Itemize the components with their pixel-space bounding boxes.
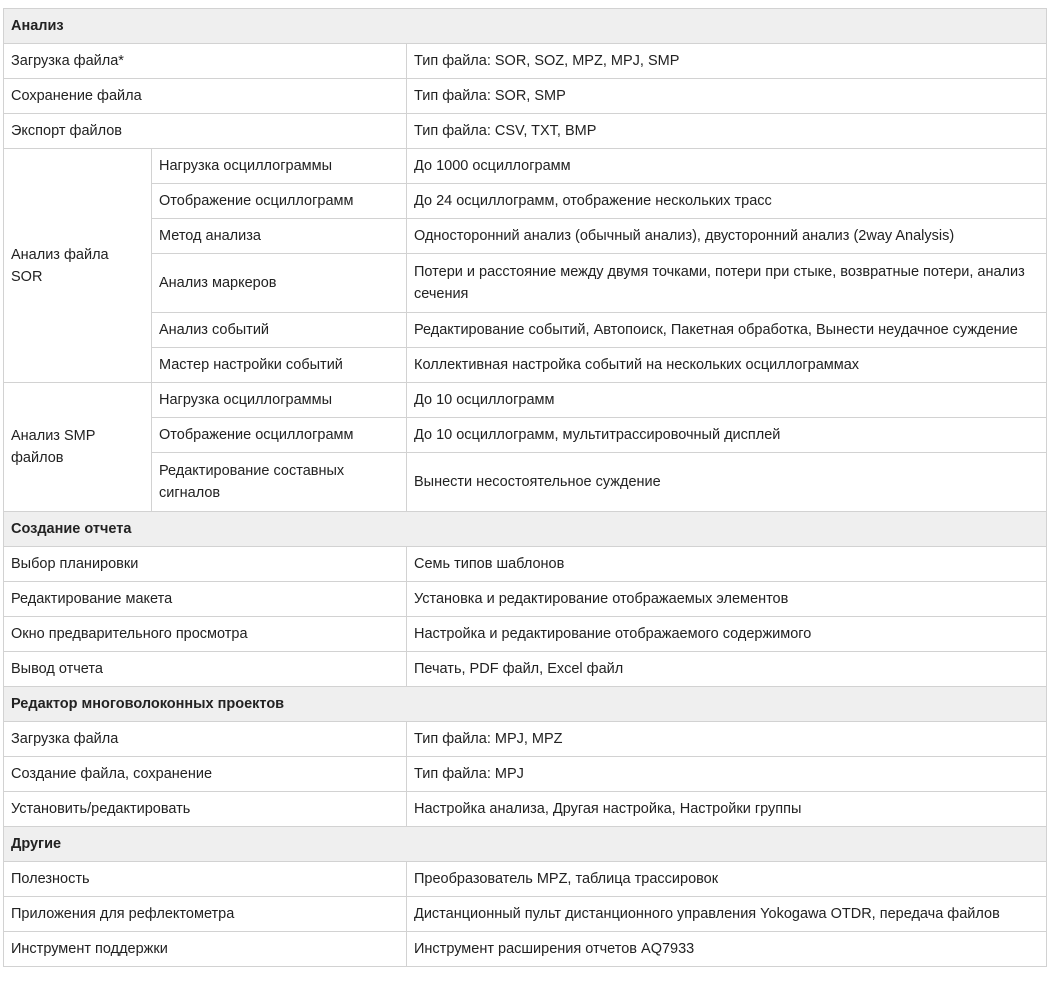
table-row [4,44,1047,79]
table-row [4,547,1047,582]
row-value: Вынести несостоятельное суждение [407,453,1047,512]
table-row [4,722,1047,757]
section-header-other [4,827,1047,862]
section-title: Редактор многоволоконных проектов [4,687,1047,722]
row-value: Преобразователь MPZ, таблица трассировок [407,862,1047,897]
section-title: Создание отчета [4,512,1047,547]
row-value: До 10 осциллограмм [407,383,1047,418]
row-label: Приложения для рефлектометра [4,897,407,932]
table-row [4,149,1047,184]
table-row [4,383,1047,418]
row-value: Тип файла: SOR, SOZ, MPZ, MPJ, SMP [407,44,1047,79]
table-row [4,254,1047,313]
row-label: Отображение осциллограмм [152,184,407,219]
row-value: Потери и расстояние между двумя точками, потери при стыке, возвратные потери, анализ сечения [407,254,1047,313]
table-row [4,219,1047,254]
table-row [4,418,1047,453]
row-value: Установка и редактирование отображаемых элементов [407,582,1047,617]
table-row [4,897,1047,932]
row-value: Тип файла: MPJ, MPZ [407,722,1047,757]
row-label: Экспорт файлов [4,114,407,149]
row-value: Односторонний анализ (обычный анализ), двусторонний анализ (2way Analysis) [407,219,1047,254]
row-label: Анализ событий [152,313,407,348]
row-label: Нагрузка осциллограммы [152,383,407,418]
table-row [4,313,1047,348]
table-row [4,184,1047,219]
row-label: Выбор планировки [4,547,407,582]
spec-table [3,8,1047,967]
row-label: Мастер настройки событий [152,348,407,383]
row-label: Инструмент поддержки [4,932,407,967]
row-value: Тип файла: CSV, TXT, BMP [407,114,1047,149]
row-label: Редактирование макета [4,582,407,617]
row-value: До 1000 осциллограмм [407,149,1047,184]
section-title: Другие [4,827,1047,862]
row-label: Анализ маркеров [152,254,407,313]
row-label: Окно предварительного просмотра [4,617,407,652]
table-row [4,453,1047,512]
row-label: Метод анализа [152,219,407,254]
row-value: Коллективная настройка событий на нескольких осциллограммах [407,348,1047,383]
row-value: Тип файла: SOR, SMP [407,79,1047,114]
row-label: Загрузка файла* [4,44,407,79]
row-value: Дистанционный пульт дистанционного управления Yokogawa OTDR, передача файлов [407,897,1047,932]
row-label: Нагрузка осциллограммы [152,149,407,184]
row-value: Семь типов шаблонов [407,547,1047,582]
row-label: Редактирование составных сигналов [152,453,407,512]
section-header-report [4,512,1047,547]
table-row [4,114,1047,149]
table-row [4,862,1047,897]
group-label: Анализ файла SOR [4,149,152,383]
table-row [4,348,1047,383]
row-label: Сохранение файла [4,79,407,114]
table-row [4,617,1047,652]
section-header-analysis [4,9,1047,44]
table-row [4,582,1047,617]
row-value: Настройка и редактирование отображаемого содержимого [407,617,1047,652]
row-label: Вывод отчета [4,652,407,687]
table-row [4,757,1047,792]
row-value: Печать, PDF файл, Excel файл [407,652,1047,687]
row-value: Настройка анализа, Другая настройка, Настройки группы [407,792,1047,827]
section-header-multifiber-editor [4,687,1047,722]
row-label: Установить/редактировать [4,792,407,827]
row-label: Полезность [4,862,407,897]
row-value: Тип файла: MPJ [407,757,1047,792]
group-label: Анализ SMP файлов [4,383,152,512]
row-value: До 24 осциллограмм, отображение нескольких трасс [407,184,1047,219]
row-label: Отображение осциллограмм [152,418,407,453]
row-label: Создание файла, сохранение [4,757,407,792]
table-row [4,932,1047,967]
row-value: До 10 осциллограмм, мультитрассировочный дисплей [407,418,1047,453]
section-title: Анализ [4,9,1047,44]
row-label: Загрузка файла [4,722,407,757]
table-row [4,792,1047,827]
row-value: Редактирование событий, Автопоиск, Пакетная обработка, Вынести неудачное суждение [407,313,1047,348]
row-value: Инструмент расширения отчетов AQ7933 [407,932,1047,967]
table-row [4,652,1047,687]
table-row [4,79,1047,114]
